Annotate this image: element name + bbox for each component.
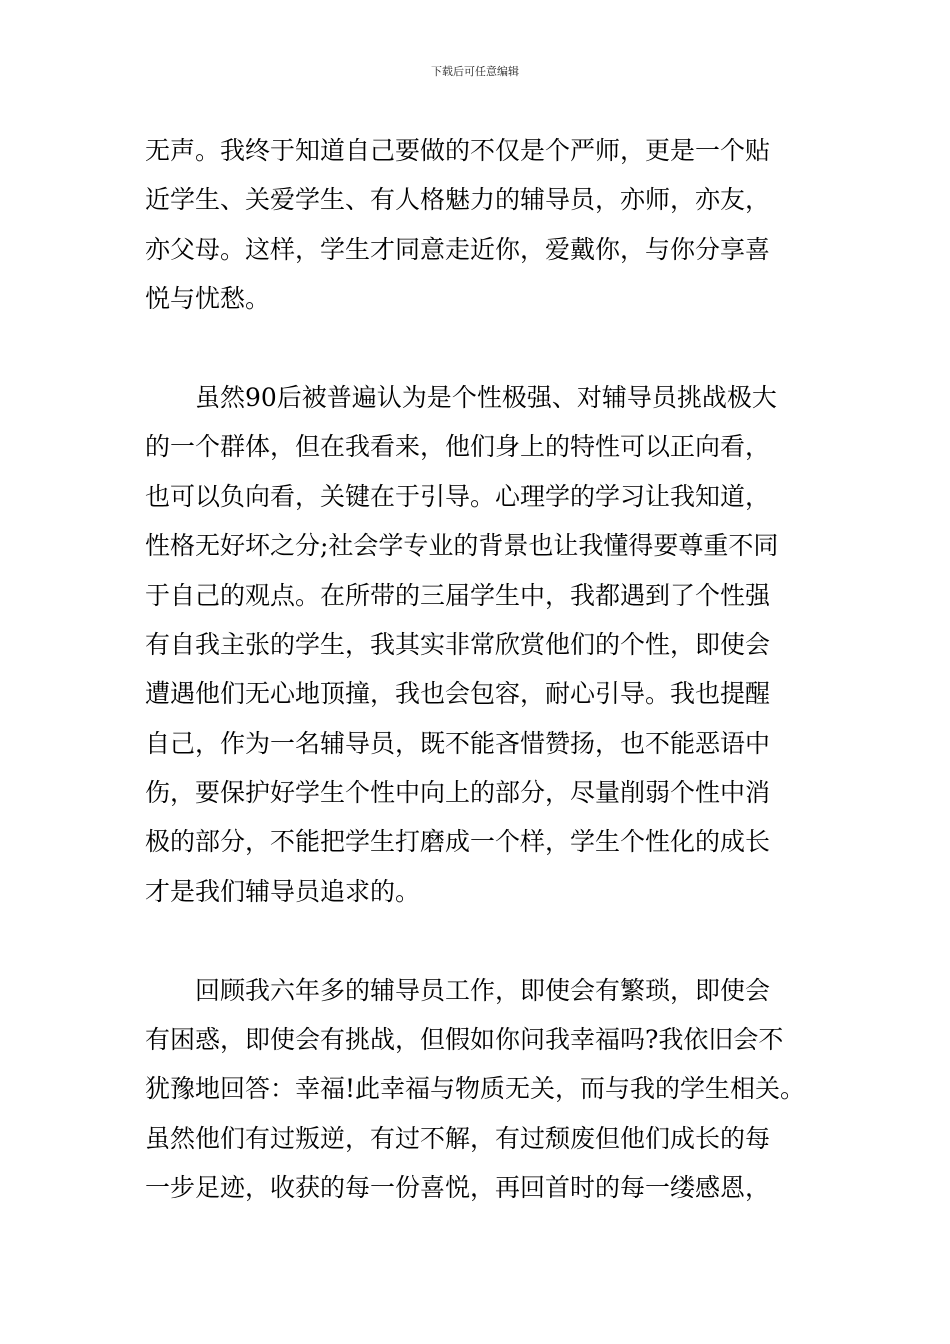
document-body	[145, 126, 815, 1213]
text-line: 的一个群体，但在我看来，他们身上的特性可以正向看，	[145, 432, 771, 462]
text-line: 有困惑，即使会有挑战，但假如你问我幸福吗?我依旧会不	[145, 1025, 784, 1055]
paragraph-2	[145, 373, 815, 916]
text-line: 极的部分，不能把学生打磨成一个样，学生个性化的成长	[145, 827, 771, 857]
text-line: 虽然他们有过叛逆，有过不解，有过颓废但他们成长的每	[145, 1123, 771, 1153]
text-line: 伤，要保护好学生个性中向上的部分，尽量削弱个性中消	[145, 778, 771, 808]
paragraph-gap	[145, 324, 815, 373]
paragraph-1	[145, 126, 815, 324]
text-line: 悦与忧愁。	[145, 284, 271, 314]
text-line: 无声。我终于知道自己要做的不仅是个严师，更是一个贴	[145, 136, 771, 165]
text-line: 近学生、关爱学生、有人格魅力的辅导员，亦师，亦友，	[145, 185, 771, 215]
text-line: 于自己的观点。在所带的三届学生中，我都遇到了个性强	[145, 580, 771, 610]
text-line: 自己，作为一名辅导员，既不能吝惜赞扬，也不能恶语中	[145, 728, 771, 758]
text-line: 也可以负向看，关键在于引导。心理学的学习让我知道，	[145, 481, 771, 511]
text-line: 回顾我六年多的辅导员工作，即使会有繁琐，即使会	[145, 975, 771, 1005]
text-line: 遭遇他们无心地顶撞，我也会包容，耐心引导。我也提醒	[145, 679, 771, 709]
text-line: 有自我主张的学生，我其实非常欣赏他们的个性，即使会	[145, 629, 771, 659]
paragraph-gap	[145, 916, 815, 965]
text-line: 才是我们辅导员追求的。	[145, 876, 421, 906]
header-note: 下载后可任意编辑	[431, 65, 519, 78]
text-line: 犹豫地回答：幸福!此幸福与物质无关，而与我的学生相关。	[145, 1074, 806, 1104]
text-line: 性格无好坏之分;社会学专业的背景也让我懂得要尊重不同	[145, 531, 779, 561]
text-line: 虽然90后被普遍认为是个性极强、对辅导员挑战极大	[145, 382, 777, 412]
paragraph-3	[145, 966, 815, 1213]
text-line: 亦父母。这样，学生才同意走近你，爱戴你，与你分享喜	[145, 234, 771, 264]
text-line: 一步足迹，收获的每一份喜悦，再回首时的每一缕感恩，	[145, 1173, 771, 1203]
